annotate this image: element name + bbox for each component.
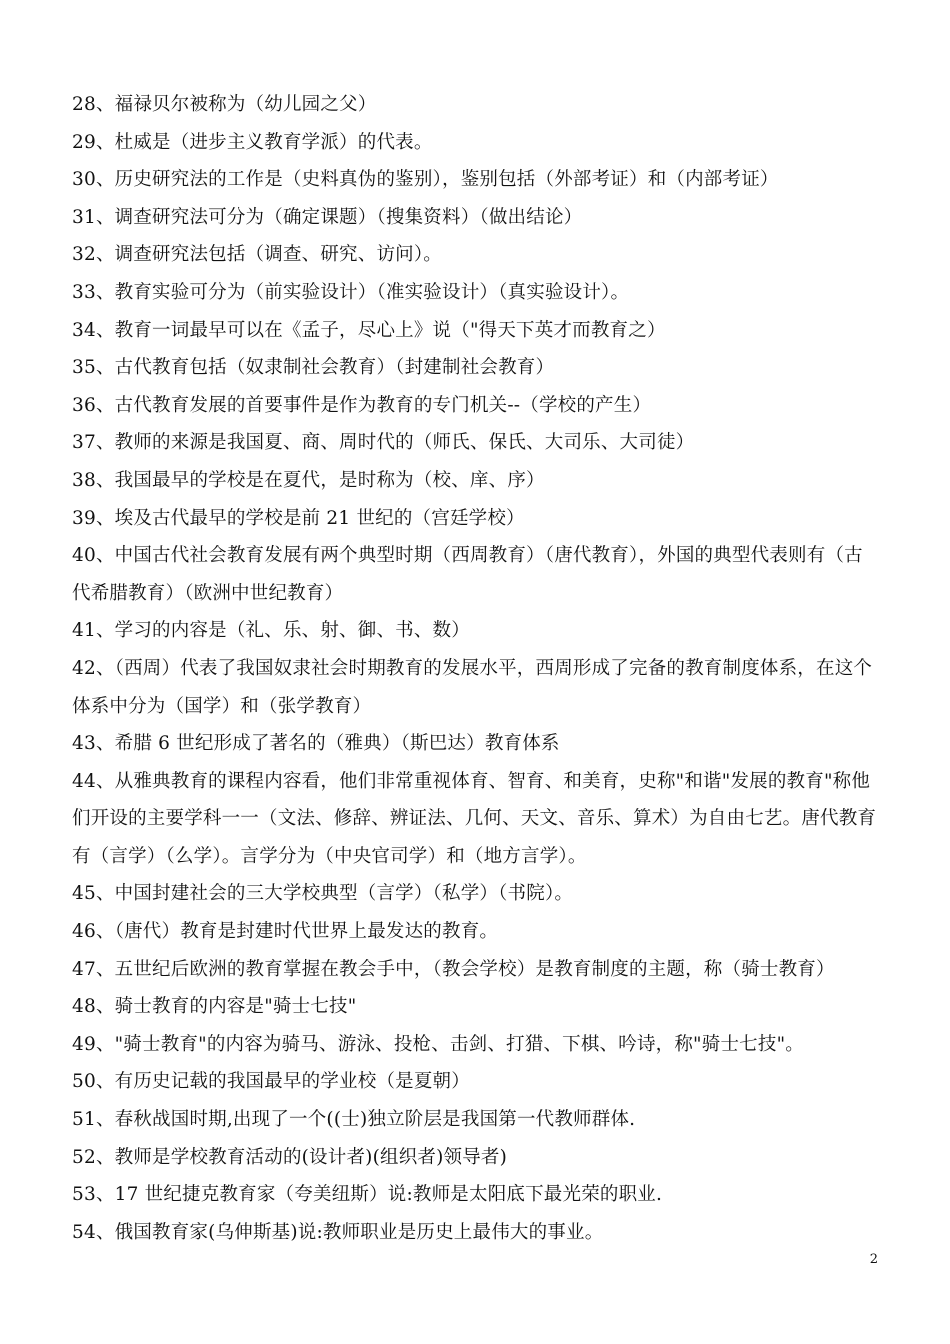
list-item-39: 39、埃及古代最早的学校是前 21 世纪的（宫廷学校） [72, 507, 525, 529]
list-item-51: 51、春秋战国时期,出现了一个((士)独立阶层是我国第一代教师群体. [72, 1109, 636, 1131]
list-item-42: 42、（西周）代表了我国奴隶社会时期教育的发展水平，西周形成了完备的教育制度体系，在这个体系中分为（国学）和（张学教育） [72, 657, 873, 717]
list-item-37: 37、教师的来源是我国夏、商、周时代的（师氏、保氏、大司乐、大司徒） [72, 432, 695, 454]
list-item-30: 30、历史研究法的工作是（史料真伪的鉴别），鉴别包括（外部考证）和（内部考证） [72, 169, 779, 191]
list-item-47: 47、五世纪后欧洲的教育掌握在教会手中，（教会学校）是教育制度的主题，称（骑士教育） [72, 958, 835, 980]
list-item-52: 52、教师是学校教育活动的(设计者)(组织者)领导者) [72, 1146, 508, 1168]
list-item-46: 46、（唐代）教育是封建时代世界上最发达的教育。 [72, 921, 499, 943]
list-item-31: 31、调查研究法可分为（确定课题）（搜集资料）（做出结论） [72, 206, 583, 228]
page-number: 2 [869, 1252, 878, 1267]
list-item-53: 53、17 世纪捷克教育家（夸美纽斯）说:教师是太阳底下最光荣的职业. [72, 1184, 663, 1206]
list-item-50: 50、有历史记载的我国最早的学业校（是夏朝） [72, 1071, 470, 1093]
list-item-28: 28、福禄贝尔被称为（幼儿园之父） [72, 94, 377, 115]
list-item-44: 44、从雅典教育的课程内容看，他们非常重视体育、智育、和美育，史称"和谐"发展的教育"称他们开设的主要学科一一（文法、修辞、辨证法、几何、天文、音乐、算术）为自由七艺。唐代教育有（言学）（么学）。言学分为（中央官司学）和（地方言学）。 [72, 770, 877, 867]
list-item-35: 35、古代教育包括（奴隶制社会教育）（封建制社会教育） [72, 357, 555, 379]
list-item-54: 54、俄国教育家(乌伸斯基)说:教师职业是历史上最伟大的事业。 [72, 1221, 604, 1243]
question-list [72, 86, 880, 1251]
list-item-48: 48、骑士教育的内容是"骑士七技" [72, 996, 357, 1018]
list-item-41: 41、学习的内容是（礼、乐、射、御、书、数） [72, 620, 470, 642]
list-item-38: 38、我国最早的学校是在夏代，是时称为（校、庠、序） [72, 469, 545, 491]
list-item-33: 33、教育实验可分为（前实验设计）（准实验设计）（真实验设计）。 [72, 281, 630, 303]
list-item-45: 45、中国封建社会的三大学校典型（言学）（私学）（书院）。 [72, 883, 574, 905]
list-item-34: 34、教育一词最早可以在《孟子，尽心上》说（"得天下英才而教育之） [72, 319, 666, 341]
list-item-32: 32、调查研究法包括（调查、研究、访问）。 [72, 244, 442, 266]
list-item-29: 29、杜威是（进步主义教育学派）的代表。 [72, 131, 433, 153]
list-item-40: 40、中国古代社会教育发展有两个典型时期（西周教育）（唐代教育），外国的典型代表则有（古代希腊教育）（欧洲中世纪教育） [72, 545, 863, 604]
list-item-49: 49、"骑士教育"的内容为骑马、游泳、投枪、击剑、打猎、下棋、吟诗，称"骑士七技"。 [72, 1033, 804, 1055]
list-item-36: 36、古代教育发展的首要事件是作为教育的专门机关--（学校的产生） [72, 394, 652, 416]
list-item-43: 43、希腊 6 世纪形成了著名的（雅典）（斯巴达）教育体系 [72, 733, 560, 755]
